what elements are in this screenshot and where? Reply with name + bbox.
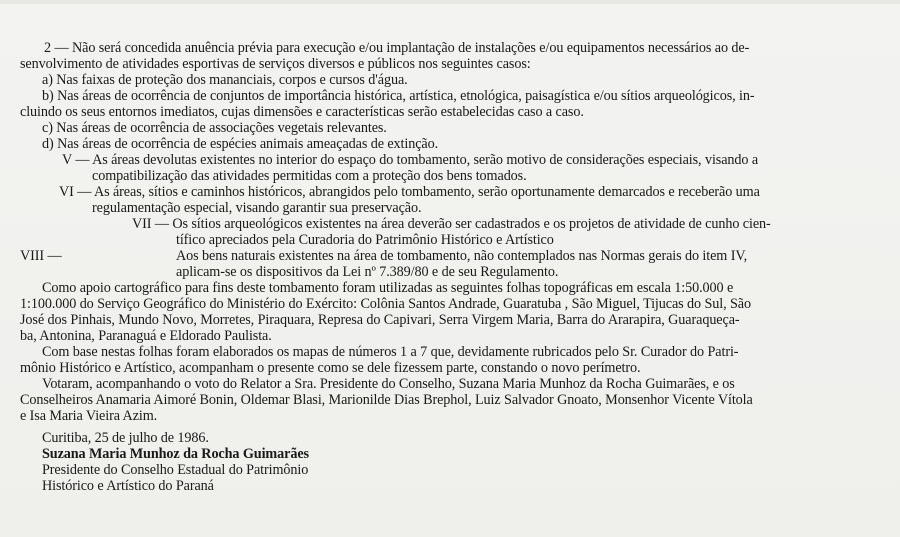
text-line-content: aplicam-se os dispositivos da Lei nº 7.389/80 e de seu Regulamento. [176, 264, 559, 280]
text-line-content: cluindo os seus entornos imediatos, cujas dimensões e características serão estabelecidas caso a caso. [20, 104, 584, 120]
text-line [42, 344, 848, 360]
text-line-content: Com base nestas folhas foram elaborados os mapas de números 1 a 7 que, devidamente rubricados pelo Sr. Curador do Patri- [42, 344, 739, 360]
text-line-content: 1:100.000 do Serviço Geográfico do Ministério do Exército: Colônia Santos Andrade, Guaratuba , São Miguel, Tijucas do Sul, São [20, 296, 751, 312]
signature-place-date [42, 430, 209, 446]
text-line [176, 232, 554, 248]
text-line [42, 120, 387, 136]
signature-role-text-1: Presidente do Conselho Estadual do Patrimônio [42, 462, 309, 478]
text-line-content: regulamentação especial, visando garantir sua preservação. [92, 200, 422, 216]
text-line-content: ba, Antonina, Paranaguá e Eldorado Paulista. [20, 328, 272, 344]
text-line-content: V — As áreas devolutas existentes no interior do espaço do tombamento, serão motivo de considerações especiais, visando a [62, 152, 759, 168]
text-line [42, 376, 848, 392]
text-line-content: Conselheiros Anamaria Aimoré Bonin, Oldemar Blasi, Marionilde Dias Brephol, Luiz Salvador Gnoato, Monsenhor Vicente Vítola [20, 392, 753, 408]
text-line-content: Aos bens naturais existentes na área de tombamento, não contemplados nas Normas gerais do item IV, [176, 248, 748, 264]
text-line-content: mônio Histórico e Artístico, acompanham o presente como se dele fizessem parte, constando o novo perímetro. [20, 360, 641, 376]
text-line [20, 104, 584, 120]
text-line-content: José dos Pinhais, Mundo Novo, Morretes, Piraquara, Represa do Capivari, Serra Virgem Maria, Barra do Ararapira, Guaraqueça- [20, 312, 740, 328]
text-line-content: a) Nas faixas de proteção dos mananciais, corpos e cursos d'água. [42, 72, 408, 88]
text-line [20, 360, 640, 376]
signature-role-line-2 [42, 478, 214, 494]
text-line [59, 184, 848, 200]
text-line [42, 280, 848, 296]
text-line-content: VII — Os sítios arqueológicos existentes na área deverão ser cadastrados e os projetos de atividade de cunho cien- [132, 216, 771, 232]
text-line-content: VIII — [20, 248, 62, 264]
text-line-content: d) Nas áreas de ocorrência de espécies animais ameaçadas de extinção. [42, 136, 439, 152]
signature-name [42, 446, 309, 462]
text-line [176, 248, 846, 264]
text-line-content: tífico apreciados pela Curadoria do Patrimônio Histórico e Artístico [176, 232, 554, 248]
signature-place-date-text: Curitiba, 25 de julho de 1986. [42, 430, 209, 446]
text-line [20, 312, 848, 328]
text-line [42, 88, 848, 104]
text-line-content: b) Nas áreas de ocorrência de conjuntos de importância histórica, artística, etnológica, paisagística e/ou sítios arqueológicos, in- [42, 88, 755, 104]
text-line-content: VI — As áreas, sítios e caminhos históricos, abrangidos pelo tombamento, serão oportunamente demarcados e receberão uma [59, 184, 760, 200]
text-line [20, 408, 157, 424]
text-line [92, 168, 527, 184]
text-line-content: compatibilização das atividades permitidas com a proteção dos bens tomados. [92, 168, 527, 184]
text-line [44, 40, 847, 56]
text-line [20, 248, 62, 264]
text-line [20, 328, 272, 344]
text-line [42, 136, 438, 152]
text-line [176, 264, 558, 280]
signature-role-text-2: Histórico e Artístico do Paraná [42, 478, 214, 494]
text-line [132, 216, 846, 232]
text-line [92, 200, 421, 216]
text-line-content: Votaram, acompanhando o voto do Relator a Sra. Presidente do Conselho, Suzana Maria Munhoz da Rocha Guimarães, e os [42, 376, 735, 392]
text-line [20, 56, 531, 72]
text-line-content: senvolvimento de atividades esportivas de serviços diversos e públicos nos seguintes casos: [20, 56, 531, 72]
text-line-content: 2 — Não será concedida anuência prévia para execução e/ou implantação de instalações e/ou equipamentos necessários ao de- [44, 40, 750, 56]
text-line [20, 296, 848, 312]
text-line [42, 72, 408, 88]
page-top-edge [0, 0, 900, 4]
signature-role-line-1 [42, 462, 308, 478]
signature-name-text: Suzana Maria Munhoz da Rocha Guimarães [42, 446, 309, 462]
text-line [62, 152, 846, 168]
text-line [20, 392, 848, 408]
text-line-content: e Isa Maria Vieira Azim. [20, 408, 158, 424]
text-line-content: Como apoio cartográfico para fins deste tombamento foram utilizadas as seguintes folhas topográficas em escala 1:50.000 e [42, 280, 734, 296]
text-line-content: c) Nas áreas de ocorrência de associações vegetais relevantes. [42, 120, 387, 136]
